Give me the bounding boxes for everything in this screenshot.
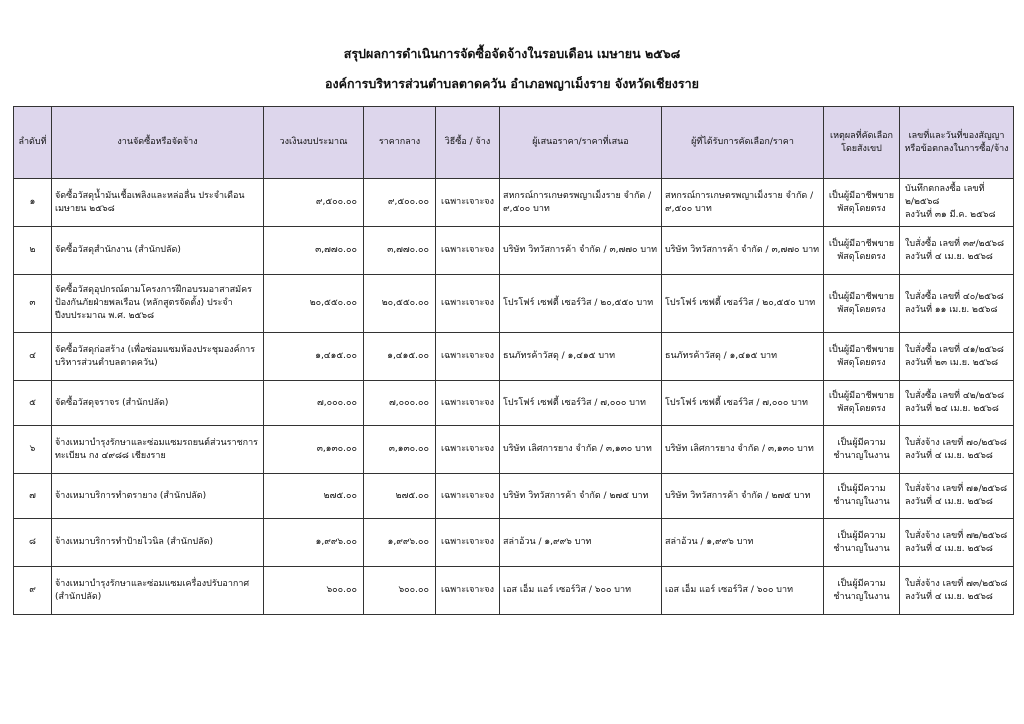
cell-bidder: สหกรณ์การเกษตรพญาเม็งราย จำกัด / ๙,๕๐๐ บาท [500,179,662,227]
cell-winner: โปรโฟร์ เซฟตี้ เซอร์วิส / ๗,๐๐๐ บาท [662,381,824,426]
cell-item: จัดซื้อวัสดุก่อสร้าง (เพื่อซ่อมแซมห้องประชุมองค์การบริหารส่วนตำบลตาดควัน) [52,333,264,381]
page-title: สรุปผลการดำเนินการจัดซื้อจัดจ้างในรอบเดือน เมษายน ๒๕๖๘ [343,46,681,61]
col-header-bidder: ผู้เสนอราคา/ราคาที่เสนอ [500,107,662,179]
cell-median-price: ๓,๑๓๐.๐๐ [364,426,436,474]
cell-median-price: ๙,๕๐๐.๐๐ [364,179,436,227]
cell-item: จ้างเหมาบำรุงรักษาและซ่อมแซมเครื่องปรับอากาศ (สำนักปลัด) [52,567,264,615]
cell-bidder: บริษัท วิทวัสการค้า จำกัด / ๒๗๕ บาท [500,474,662,519]
cell-budget: ๓,๗๗๐.๐๐ [264,227,364,275]
col-header-item: งานจัดซื้อหรือจัดจ้าง [52,107,264,179]
page-subtitle: องค์การบริหารส่วนตำบลตาดควัน อำเภอพญาเม็งราย จังหวัดเชียงราย [325,76,699,91]
cell-median-price: ๗,๐๐๐.๐๐ [364,381,436,426]
cell-bidder: เอส เอ็ม แอร์ เซอร์วิส / ๖๐๐ บาท [500,567,662,615]
cell-method: เฉพาะเจาะจง [436,381,500,426]
cell-method: เฉพาะเจาะจง [436,519,500,567]
col-header-budget: วงเงินงบประมาณ [264,107,364,179]
cell-reason: เป็นผู้มีความชำนาญในงาน [824,519,900,567]
cell-method: เฉพาะเจาะจง [436,426,500,474]
cell-method: เฉพาะเจาะจง [436,333,500,381]
contract-date: ลงวันที่ ๔ เม.ย. ๒๕๖๘ [905,543,993,554]
cell-budget: ๓,๑๓๐.๐๐ [264,426,364,474]
cell-no: ๔ [14,333,52,381]
cell-bidder: โปรโฟร์ เซฟตี้ เซอร์วิส / ๗,๐๐๐ บาท [500,381,662,426]
cell-budget: ๙,๕๐๐.๐๐ [264,179,364,227]
table-row [14,275,1014,333]
contract-number: ใบสั่งซื้อ เลขที่ ๔๒/๒๕๖๘ [905,391,1005,401]
table-row [14,333,1014,381]
cell-budget: ๒๗๕.๐๐ [264,474,364,519]
cell-item: จัดซื้อวัสดุอุปกรณ์ตามโครงการฝึกอบรมอาสาสมัครป้องกันภัยฝ่ายพลเรือน (หลักสูตรจัดตั้ง) ประจำปีงบประมาณ พ.ศ. ๒๕๖๘ [52,275,264,333]
cell-winner: บริษัท วิทวัสการค้า จำกัด / ๒๗๕ บาท [662,474,824,519]
contract-date: ลงวันที่ ๒๓ เม.ย. ๒๕๖๘ [905,357,999,368]
contract-date: ลงวันที่ ๔ เม.ย. ๒๕๖๘ [905,251,993,262]
procurement-table [13,106,1014,615]
cell-reason: เป็นผู้มีอาชีพขายพัสดุโดยตรง [824,275,900,333]
contract-number: ใบสั่งจ้าง เลขที่ ๗๒/๒๕๖๘ [905,530,1008,541]
cell-bidder: ธนภัทรค้าวัสดุ / ๑,๔๑๕ บาท [500,333,662,381]
cell-item: จัดซื้อวัสดุจราจร (สำนักปลัด) [52,381,264,426]
cell-contract [900,333,1014,381]
contract-date: ลงวันที่ ๒๔ เม.ย. ๒๕๖๘ [905,404,999,414]
contract-number: บันทึกตกลงซื้อ เลขที่ ๒/๒๕๖๘ [905,184,985,207]
cell-reason: เป็นผู้มีอาชีพขายพัสดุโดยตรง [824,333,900,381]
cell-item: จัดซื้อวัสดุน้ำมันเชื้อเพลิงและหล่อลื่น ประจำเดือน เมษายน ๒๕๖๘ [52,179,264,227]
cell-method: เฉพาะเจาะจง [436,474,500,519]
cell-winner: เอส เอ็ม แอร์ เซอร์วิส / ๖๐๐ บาท [662,567,824,615]
cell-no: ๓ [14,275,52,333]
contract-number: ใบสั่งซื้อ เลขที่ ๔๐/๒๕๖๘ [905,291,1004,302]
col-header-contract: เลขที่และวันที่ของสัญญาหรือข้อตกลงในการซื้อ/จ้าง [900,107,1014,179]
cell-contract [900,519,1014,567]
cell-median-price: ๖๐๐.๐๐ [364,567,436,615]
cell-winner: สล่าอ้วน / ๑,๙๙๖ บาท [662,519,824,567]
cell-budget: ๒๐,๕๕๐.๐๐ [264,275,364,333]
cell-no: ๗ [14,474,52,519]
table-header-row [14,107,1014,179]
cell-median-price: ๒๐,๕๕๐.๐๐ [364,275,436,333]
contract-number: ใบสั่งซื้อ เลขที่ ๔๑/๒๕๖๘ [905,344,1004,355]
cell-no: ๕ [14,381,52,426]
col-header-winner: ผู้ที่ได้รับการคัดเลือก/ราคา [662,107,824,179]
cell-method: เฉพาะเจาะจง [436,567,500,615]
cell-no: ๑ [14,179,52,227]
contract-date: ลงวันที่ ๔ เม.ย. ๒๕๖๘ [905,497,993,507]
col-header-method: วิธีซื้อ / จ้าง [436,107,500,179]
cell-item: จ้างเหมาบริการทำตรายาง (สำนักปลัด) [52,474,264,519]
cell-reason: เป็นผู้มีอาชีพขายพัสดุโดยตรง [824,381,900,426]
contract-number: ใบสั่งซื้อ เลขที่ ๓๙/๒๕๖๘ [905,238,1005,249]
cell-bidder: โปรโฟร์ เซฟตี้ เซอร์วิส / ๒๐,๕๕๐ บาท [500,275,662,333]
cell-winner: บริษัท เลิศการยาง จำกัด / ๓,๑๓๐ บาท [662,426,824,474]
cell-item: จ้างเหมาบริการทำป้ายไวนิล (สำนักปลัด) [52,519,264,567]
table-row [14,179,1014,227]
table-row [14,474,1014,519]
cell-reason: เป็นผู้มีความชำนาญในงาน [824,567,900,615]
cell-budget: ๑,๙๙๖.๐๐ [264,519,364,567]
cell-winner: สหกรณ์การเกษตรพญาเม็งราย จำกัด / ๙,๕๐๐ บาท [662,179,824,227]
cell-method: เฉพาะเจาะจง [436,179,500,227]
contract-number: ใบสั่งจ้าง เลขที่ ๗๐/๒๕๖๘ [905,437,1007,448]
cell-contract [900,567,1014,615]
cell-no: ๒ [14,227,52,275]
cell-reason: เป็นผู้มีความชำนาญในงาน [824,474,900,519]
col-header-median-price: ราคากลาง [364,107,436,179]
cell-contract [900,179,1014,227]
cell-method: เฉพาะเจาะจง [436,227,500,275]
contract-number: ใบสั่งจ้าง เลขที่ ๗๓/๒๕๖๘ [905,578,1008,589]
table-row [14,426,1014,474]
cell-reason: เป็นผู้มีอาชีพขายพัสดุโดยตรง [824,179,900,227]
contract-date: ลงวันที่ ๓๑ มี.ค. ๒๕๖๘ [905,210,996,220]
contract-number: ใบสั่งจ้าง เลขที่ ๗๑/๒๕๖๘ [905,484,1008,494]
cell-contract [900,227,1014,275]
cell-median-price: ๑,๔๑๕.๐๐ [364,333,436,381]
cell-median-price: ๑,๙๙๖.๐๐ [364,519,436,567]
contract-date: ลงวันที่ ๔ เม.ย. ๒๕๖๘ [905,450,993,461]
contract-date: ลงวันที่ ๑๑ เม.ย. ๒๕๖๘ [905,304,998,315]
cell-bidder: บริษัท วิทวัสการค้า จำกัด / ๓,๗๗๐ บาท [500,227,662,275]
cell-budget: ๗,๐๐๐.๐๐ [264,381,364,426]
cell-contract [900,474,1014,519]
cell-contract [900,275,1014,333]
contract-date: ลงวันที่ ๔ เม.ย. ๒๕๖๘ [905,591,993,602]
cell-no: ๖ [14,426,52,474]
cell-winner: ธนภัทรค้าวัสดุ / ๑,๔๑๕ บาท [662,333,824,381]
table-row [14,567,1014,615]
cell-median-price: ๓,๗๗๐.๐๐ [364,227,436,275]
table-row [14,381,1014,426]
col-header-no: ลำดับที่ [14,107,52,179]
cell-method: เฉพาะเจาะจง [436,275,500,333]
table-row [14,227,1014,275]
cell-reason: เป็นผู้มีความชำนาญในงาน [824,426,900,474]
cell-contract [900,426,1014,474]
col-header-reason: เหตุผลที่คัดเลือกโดยสังเขป [824,107,900,179]
cell-winner: บริษัท วิทวัสการค้า จำกัด / ๓,๗๗๐ บาท [662,227,824,275]
cell-budget: ๑,๔๑๕.๐๐ [264,333,364,381]
cell-no: ๘ [14,519,52,567]
cell-winner: โปรโฟร์ เซฟตี้ เซอร์วิส / ๒๐,๕๕๐ บาท [662,275,824,333]
cell-bidder: สล่าอ้วน / ๑,๙๙๖ บาท [500,519,662,567]
cell-bidder: บริษัท เลิศการยาง จำกัด / ๓,๑๓๐ บาท [500,426,662,474]
cell-median-price: ๒๗๕.๐๐ [364,474,436,519]
cell-item: จัดซื้อวัสดุสำนักงาน (สำนักปลัด) [52,227,264,275]
cell-contract [900,381,1014,426]
cell-budget: ๖๐๐.๐๐ [264,567,364,615]
cell-reason: เป็นผู้มีอาชีพขายพัสดุโดยตรง [824,227,900,275]
table-row [14,519,1014,567]
cell-no: ๙ [14,567,52,615]
cell-item: จ้างเหมาบำรุงรักษาและซ่อมแซมรถยนต์ส่วนราชการ ทะเบียน กง ๔๙๘๘ เชียงราย [52,426,264,474]
